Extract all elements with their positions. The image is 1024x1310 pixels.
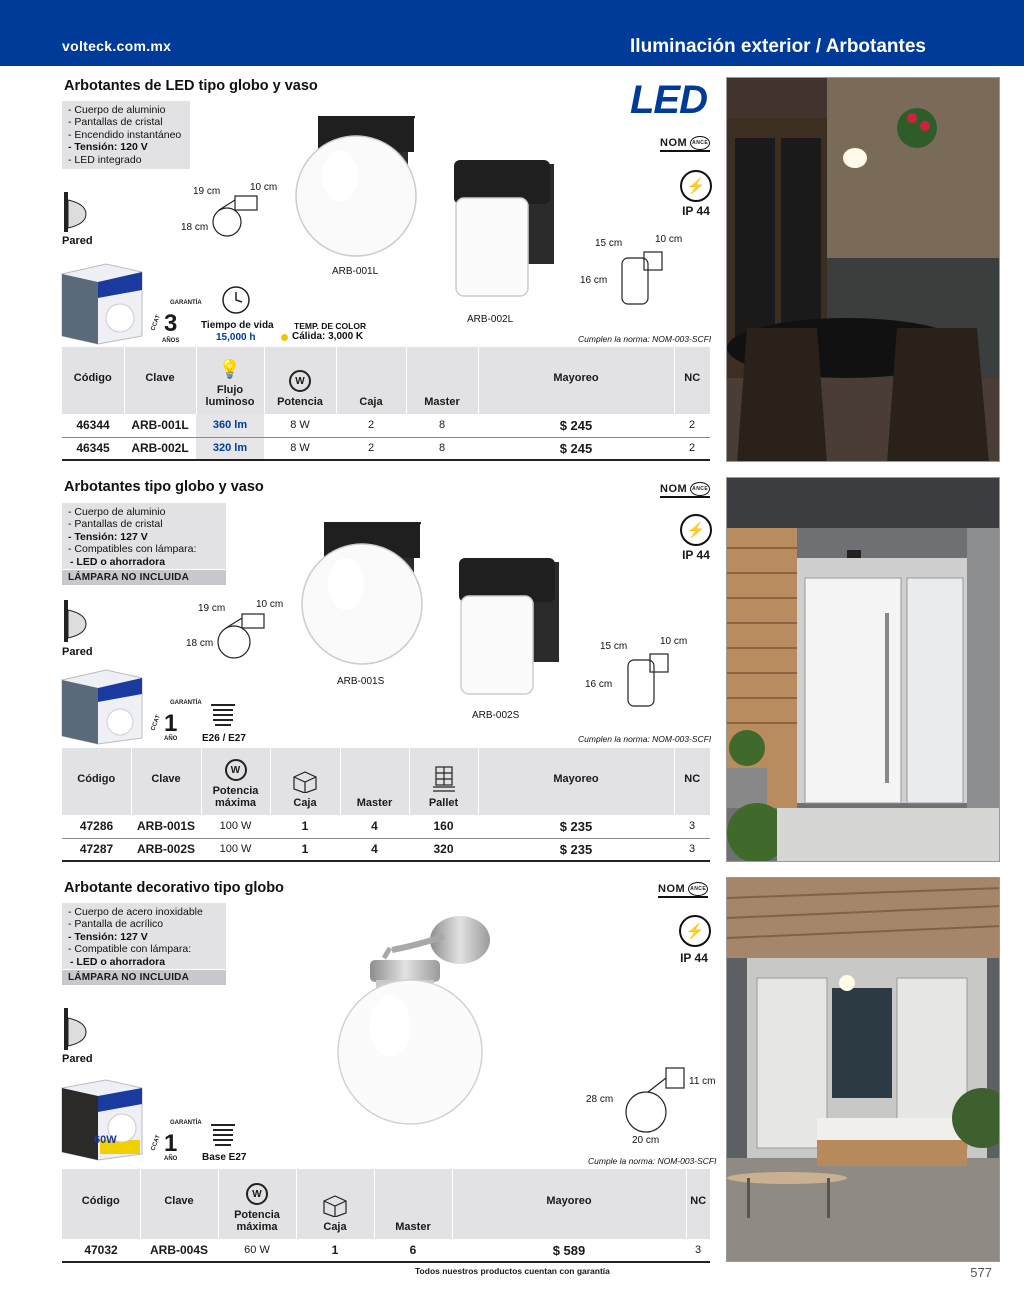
table-row[interactable]: 47286 ARB-001S 100 W 1 4 160 $ 235 3	[62, 815, 710, 838]
base-label: E26 / E27	[202, 733, 246, 744]
clock-icon	[220, 284, 252, 316]
norm-text: Cumplen la norma: NOM-003-SCFI	[578, 734, 712, 744]
nom-ance-logo: NOM ANCE	[658, 882, 708, 898]
watt-icon: W	[225, 759, 247, 781]
mount-label: Pared	[62, 1053, 93, 1065]
dimension-diagram	[614, 244, 664, 308]
product-table: Código Clave W Potencia máxima Caja Master Pallet Mayoreo NC 47286 ARB-001S 100 W 1 4 160 $ 235 3 47287 ARB-002S 100 W 1 4 320 $ 235 3	[62, 748, 710, 862]
ip-label: IP 44	[682, 204, 710, 218]
warranty-badge: 1 GARANTÍA CCAT AÑO	[150, 700, 202, 742]
ip-label: IP 44	[682, 548, 710, 562]
features-panel: - Cuerpo de aluminio - Pantallas de cristal - Encendido instantáneo - Tensión: 120 V - LED integrado	[62, 101, 190, 169]
ambient-photo-entrance	[726, 477, 1000, 862]
led-badge: LED	[630, 78, 707, 122]
product-image-arb-001s[interactable]	[296, 518, 431, 668]
product-image-arb-002s[interactable]	[457, 556, 562, 698]
wall-mount-icon	[64, 600, 88, 642]
life-value: 15,000 h	[216, 332, 256, 343]
section-title: Arbotantes de LED tipo globo y vaso	[64, 78, 318, 94]
section-title: Arbotantes tipo globo y vaso	[64, 479, 264, 495]
model-label: ARB-001S	[337, 676, 385, 687]
ip-rating	[680, 514, 712, 546]
ip-rating	[679, 915, 711, 947]
base-label: Base E27	[202, 1152, 247, 1163]
mount-label: Pared	[62, 646, 93, 658]
nom-ance-logo: NOM ANCE	[660, 136, 710, 152]
nom-ance-logo: NOM ANCE	[660, 482, 710, 498]
site-url[interactable]: volteck.com.mx	[62, 38, 172, 54]
ip-rating	[680, 170, 712, 202]
features-panel: - Cuerpo de aluminio - Pantallas de cristal - Tensión: 127 V - Compatibles con lámpara: - LED o ahorradora	[62, 503, 226, 569]
ambient-photo-terrace	[726, 877, 1000, 1262]
pallet-icon	[430, 765, 458, 793]
box-wattage: 60W	[94, 1134, 117, 1146]
life-label: Tiempo de vida	[201, 320, 274, 331]
section-title: Arbotante decorativo tipo globo	[64, 880, 284, 896]
watt-icon: W	[289, 370, 311, 392]
product-table: Código Clave 💡 Flujo luminoso W Potencia Caja Master Mayoreo NC 46344 ARB-001L 360 lm 8 W 2 8 $ 245 2 46345 ARB-002L 320 lm 8 W 2 8 $ 245 2	[62, 347, 710, 461]
product-table: Código Clave W Potencia máxima Caja Master Mayoreo NC 47032 ARB-004S 60 W 1 6 $ 589 3	[62, 1169, 710, 1263]
dimension-diagram	[620, 646, 670, 710]
color-label: TEMP. DE COLOR	[294, 321, 367, 331]
product-box-image	[60, 262, 144, 346]
table-row[interactable]: 46344 ARB-001L 360 lm 8 W 2 8 $ 245 2	[62, 414, 710, 437]
category-title: Iluminación exterior / Arbotantes	[630, 36, 926, 57]
footer-note: Todos nuestros productos cuentan con garantía	[415, 1266, 610, 1276]
box-icon	[320, 1193, 350, 1217]
wall-mount-icon	[64, 1008, 88, 1050]
ip-bolt-icon: ⚡	[679, 915, 711, 947]
ambient-photo-patio	[726, 77, 1000, 462]
watt-icon: W	[246, 1183, 268, 1205]
dimension-diagram	[618, 1064, 688, 1138]
model-label: ARB-002L	[467, 314, 514, 325]
norm-text: Cumple la norma: NOM-003-SCFI	[588, 1156, 717, 1166]
product-box-image	[60, 668, 144, 746]
product-image-arb-002l[interactable]	[452, 158, 557, 300]
mount-label: Pared	[62, 235, 93, 247]
model-label: ARB-001L	[332, 266, 379, 277]
lamp-not-included: LÁMPARA NO INCLUIDA	[62, 970, 226, 985]
socket-icon	[208, 702, 238, 730]
warranty-badge: 3 GARANTÍA CCAT AÑOS	[150, 300, 202, 344]
wall-mount-icon	[64, 192, 88, 232]
color-value: Cálida: 3,000 K	[292, 331, 364, 342]
warranty-badge: 1 GARANTÍA CCAT AÑO	[150, 1120, 202, 1162]
model-label: ARB-002S	[472, 710, 520, 721]
features-panel: - Cuerpo de acero inoxidable - Pantalla de acrílico - Tensión: 127 V - Compatible con lámpara: - LED o ahorradora	[62, 903, 226, 969]
socket-icon	[208, 1122, 238, 1150]
page-number: 577	[970, 1265, 992, 1280]
box-icon	[290, 769, 320, 793]
table-row[interactable]: 46345 ARB-002L 320 lm 8 W 2 8 $ 245 2	[62, 437, 710, 460]
product-image-arb-001l[interactable]	[290, 112, 425, 262]
table-row[interactable]: 47032 ARB-004S 60 W 1 6 $ 589 3	[62, 1239, 710, 1262]
product-image-arb-004s[interactable]	[332, 908, 496, 1134]
ip-bolt-icon: ⚡	[680, 170, 712, 202]
table-row[interactable]: 47287 ARB-002S 100 W 1 4 320 $ 235 3	[62, 838, 710, 861]
ip-label: IP 44	[680, 951, 708, 965]
bulb-icon: 💡	[218, 359, 242, 379]
lamp-not-included: LÁMPARA NO INCLUIDA	[62, 570, 226, 585]
ip-bolt-icon: ⚡	[680, 514, 712, 546]
norm-text: Cumplen la norma: NOM-003-SCFI	[578, 334, 712, 344]
product-box-image	[60, 1078, 144, 1162]
warm-dot-icon	[281, 334, 288, 341]
